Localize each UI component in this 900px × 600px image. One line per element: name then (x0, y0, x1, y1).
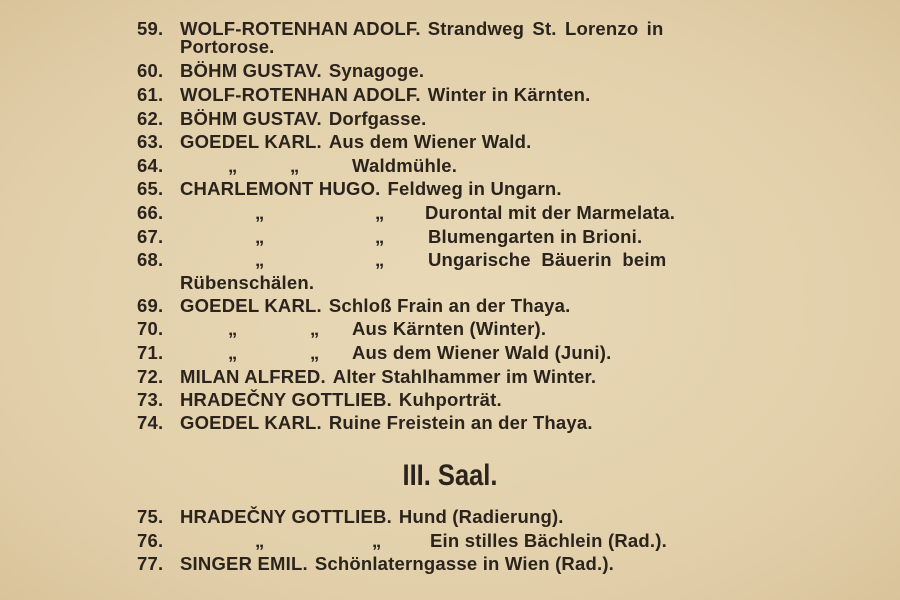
entry-author: HRADEČNY GOTTLIEB. (180, 389, 392, 410)
entry-number: 77. (137, 553, 164, 574)
entry-number: 61. (137, 84, 164, 105)
entry-title: Waldmühle. (352, 155, 458, 176)
entry-author: GOEDEL KARL. (180, 295, 322, 316)
catalog-entry (0, 341, 900, 365)
ditto-mark: „ (255, 226, 265, 247)
entry-number: 59. (137, 18, 164, 39)
catalog-entry (0, 83, 900, 107)
catalog-entry (0, 177, 900, 201)
entry-continuation (0, 271, 900, 295)
entry-title: Feldweg in Ungarn. (387, 178, 562, 199)
catalog-entry (0, 130, 900, 154)
ditto-mark: „ (228, 318, 238, 339)
entry-title: Blumengarten in Brioni. (428, 226, 643, 247)
entry-number: 67. (137, 226, 164, 247)
catalog-entry (0, 411, 900, 435)
entry-number: 74. (137, 412, 164, 433)
entry-author: MILAN ALFRED. (180, 366, 326, 387)
entry-title: Strandweg St. Lorenzo in (427, 18, 664, 39)
entry-title: Aus dem Wiener Wald. (328, 131, 532, 152)
entry-number: 70. (137, 318, 164, 339)
catalog-entry (0, 294, 900, 318)
entry-author: CHARLEMONT HUGO. (180, 178, 381, 199)
entry-title: Schloß Frain an der Thaya. (328, 295, 571, 316)
catalog-entry (0, 388, 900, 412)
entry-title: Schönlaterngasse in Wien (Rad.). (314, 553, 615, 574)
entry-number: 75. (137, 506, 164, 527)
entry-number: 65. (137, 178, 164, 199)
entry-number: 72. (137, 366, 164, 387)
ditto-mark: „ (375, 226, 385, 247)
catalog-entry (0, 365, 900, 389)
catalog-entry (0, 201, 900, 225)
entry-title-continuation: Portorose. (180, 36, 275, 57)
entry-number: 62. (137, 108, 164, 129)
catalog-entry (0, 107, 900, 131)
ditto-mark: „ (310, 318, 320, 339)
entry-title: Winter in Kärnten. (427, 84, 591, 105)
ditto-mark: „ (310, 342, 320, 363)
entry-number: 71. (137, 342, 164, 363)
catalog-entry (0, 529, 900, 553)
ditto-mark: „ (255, 530, 265, 551)
entry-title: Ein stilles Bächlein (Rad.). (430, 530, 667, 551)
catalog-entry (0, 552, 900, 576)
entry-title: Durontal mit der Marmelata. (425, 202, 676, 223)
entry-number: 76. (137, 530, 164, 551)
entry-title: Aus dem Wiener Wald (Juni). (352, 342, 612, 363)
entry-title: Hund (Radierung). (398, 506, 564, 527)
entry-number: 63. (137, 131, 164, 152)
ditto-mark: „ (255, 202, 265, 223)
catalog-entry (0, 154, 900, 178)
entry-number: 66. (137, 202, 164, 223)
ditto-mark: „ (372, 530, 382, 551)
entry-title-continuation: Rübenschälen. (180, 272, 315, 293)
entry-title: Kuhporträt. (398, 389, 502, 410)
ditto-mark: „ (375, 202, 385, 223)
entry-author: BÖHM GUSTAV. (180, 108, 322, 129)
entry-author: GOEDEL KARL. (180, 412, 322, 433)
entry-title: Ungarische Bäuerin beim (428, 249, 667, 270)
catalog-entry (0, 59, 900, 83)
entry-title: Aus Kärnten (Winter). (352, 318, 547, 339)
ditto-mark: „ (228, 342, 238, 363)
ditto-mark: „ (375, 249, 385, 270)
catalog-entry (0, 317, 900, 341)
entry-title: Alter Stahlhammer im Winter. (332, 366, 597, 387)
entry-number: 64. (137, 155, 164, 176)
catalog-entry (0, 225, 900, 249)
entry-number: 69. (137, 295, 164, 316)
entry-author: WOLF-ROTENHAN ADOLF. (180, 84, 421, 105)
entry-number: 73. (137, 389, 164, 410)
ditto-mark: „ (290, 155, 300, 176)
section-title: III. Saal. (402, 459, 498, 492)
entry-title: Synagoge. (328, 60, 425, 81)
ditto-mark: „ (228, 155, 238, 176)
entry-title: Ruine Freistein an der Thaya. (328, 412, 593, 433)
entry-number: 60. (137, 60, 164, 81)
entry-author: GOEDEL KARL. (180, 131, 322, 152)
entry-author: BÖHM GUSTAV. (180, 60, 322, 81)
entry-continuation (0, 35, 900, 59)
catalog-entry (0, 505, 900, 529)
entry-title: Dorfgasse. (328, 108, 427, 129)
entry-author: WOLF-ROTENHAN ADOLF. (180, 18, 421, 39)
catalog-entry (0, 248, 900, 272)
ditto-mark: „ (255, 249, 265, 270)
entry-author: SINGER EMIL. (180, 553, 308, 574)
entry-author: HRADEČNY GOTTLIEB. (180, 506, 392, 527)
entry-number: 68. (137, 249, 164, 270)
